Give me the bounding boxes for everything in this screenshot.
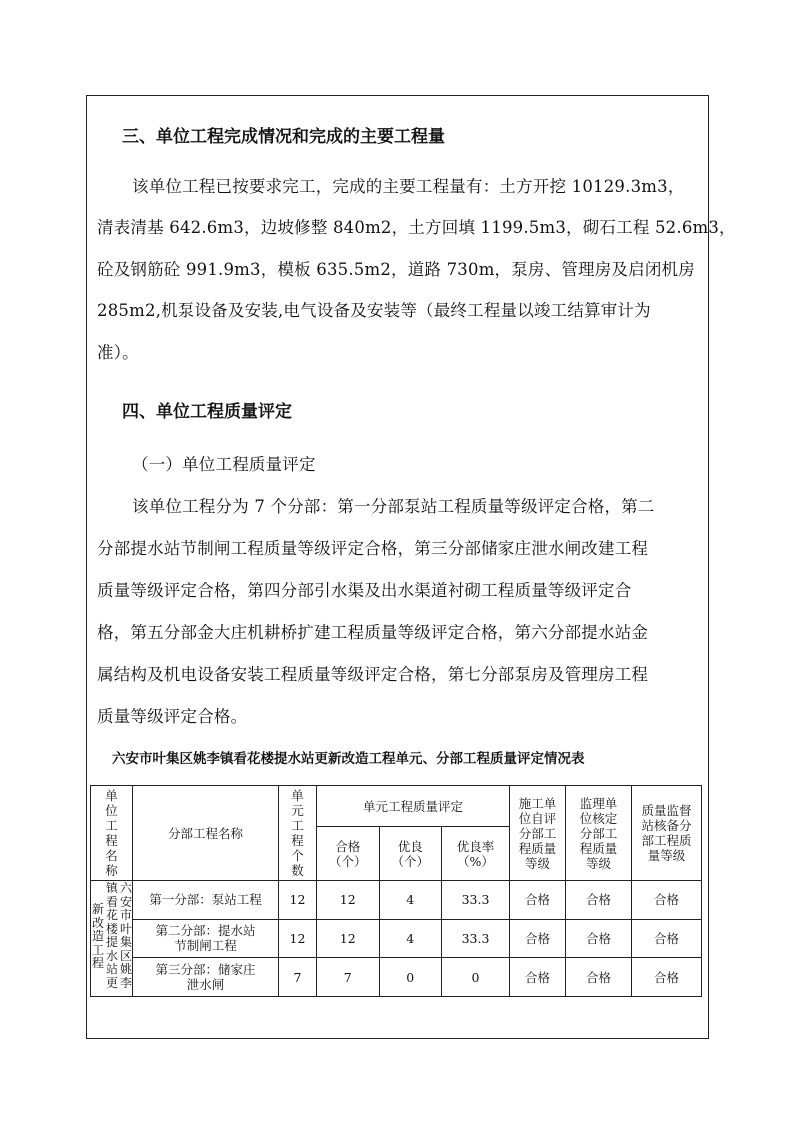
part-name: 第一分部：泵站工程 bbox=[133, 881, 279, 920]
header-part-name: 分部工程名称 bbox=[133, 786, 279, 881]
supervisor-grade: 合格 bbox=[566, 919, 632, 958]
station-grade: 合格 bbox=[632, 919, 702, 958]
excellent-rate: 33.3 bbox=[442, 881, 510, 920]
qualified-count: 12 bbox=[317, 919, 380, 958]
station-grade: 合格 bbox=[632, 958, 702, 997]
supervisor-grade: 合格 bbox=[566, 958, 632, 997]
header-excellent-rate: 优良率（%） bbox=[442, 827, 510, 881]
unit-name-col-1: 新改造工程 bbox=[91, 902, 104, 970]
table-row bbox=[91, 881, 702, 920]
header-unit-name bbox=[91, 786, 133, 881]
section4-line-4: 格，第五分部金大庄机耕桥扩建工程质量等级评定合格，第六分部提水站金 bbox=[97, 623, 649, 642]
excellent-count: 4 bbox=[379, 919, 442, 958]
section4-line-6: 质量等级评定合格。 bbox=[97, 707, 248, 726]
section3-line-2: 清表清基 642.6m3，边坡修整 840m2，土方回填 1199.5m3，砌石工程 52.6m3， bbox=[97, 218, 736, 237]
section3-line-1: 该单位工程已按要求完工，完成的主要工程量有：土方开挖 10129.3m3， bbox=[132, 177, 685, 196]
header-excellent: 优良（个） bbox=[379, 827, 442, 881]
excellent-rate: 33.3 bbox=[442, 919, 510, 958]
table-row bbox=[91, 919, 702, 958]
section3-heading: 三、单位工程完成情况和完成的主要工程量 bbox=[122, 127, 445, 147]
header-self-eval: 施工单位自评分部工程质量等级 bbox=[510, 786, 566, 881]
header-qualified: 合格（个） bbox=[317, 827, 380, 881]
unit-name-cell bbox=[91, 881, 133, 997]
excellent-rate: 0 bbox=[442, 958, 510, 997]
station-grade: 合格 bbox=[632, 881, 702, 920]
self-eval-grade: 合格 bbox=[510, 919, 566, 958]
header-supervisor: 监理单位核定分部工程质量等级 bbox=[566, 786, 632, 881]
section4-line-2: 分部提水站节制闸工程质量等级评定合格，第三分部储家庄泄水闸改建工程 bbox=[97, 539, 649, 558]
header-unit-name-text: 单位工程名称 bbox=[105, 788, 118, 878]
unit-name-col-3: 六安市叶集区姚李 bbox=[119, 881, 132, 990]
header-unit-count-text: 单元工程个数 bbox=[291, 788, 304, 878]
section4-line-5: 属结构及机电设备安装工程质量等级评定合格，第七分部泵房及管理房工程 bbox=[97, 665, 649, 684]
section3-line-4: 285m2,机泵设备及安装,电气设备及安装等（最终工程量以竣工结算审计为 bbox=[97, 301, 651, 320]
part-name: 第二分部：提水站节制闸工程 bbox=[133, 919, 279, 958]
quality-table bbox=[90, 785, 702, 997]
table-caption: 六安市叶集区姚李镇看花楼提水站更新改造工程单元、分部工程质量评定情况表 bbox=[112, 751, 585, 767]
excellent-count: 4 bbox=[379, 881, 442, 920]
excellent-count: 0 bbox=[379, 958, 442, 997]
header-unit-count bbox=[279, 786, 317, 881]
section3-line-5: 准）。 bbox=[97, 343, 139, 362]
self-eval-grade: 合格 bbox=[510, 958, 566, 997]
self-eval-grade: 合格 bbox=[510, 881, 566, 920]
section4-line-3: 质量等级评定合格，第四分部引水渠及出水渠道衬砌工程质量等级评定合 bbox=[97, 581, 632, 600]
table-row bbox=[91, 958, 702, 997]
section3-line-3: 砼及钢筋砼 991.9m3，模板 635.5m2，道路 730m，泵房、管理房及启闭机房 bbox=[97, 260, 695, 279]
section4-line-1: 该单位工程分为 7 个分部：第一分部泵站工程质量等级评定合格，第二 bbox=[132, 497, 655, 516]
qualified-count: 12 bbox=[317, 881, 380, 920]
section4-heading: 四、单位工程质量评定 bbox=[122, 402, 292, 422]
section4-subheading: （一）单位工程质量评定 bbox=[132, 455, 316, 474]
supervisor-grade: 合格 bbox=[566, 881, 632, 920]
header-station: 质量监督站核备分部工程质量等级 bbox=[632, 786, 702, 881]
unit-count: 12 bbox=[279, 919, 317, 958]
unit-name-col-2: 镇看花楼提水站更 bbox=[105, 881, 118, 990]
unit-count: 7 bbox=[279, 958, 317, 997]
unit-count: 12 bbox=[279, 881, 317, 920]
qualified-count: 7 bbox=[317, 958, 380, 997]
part-name: 第三分部：储家庄泄水闸 bbox=[133, 958, 279, 997]
header-quality-group: 单元工程质量评定 bbox=[317, 786, 510, 827]
